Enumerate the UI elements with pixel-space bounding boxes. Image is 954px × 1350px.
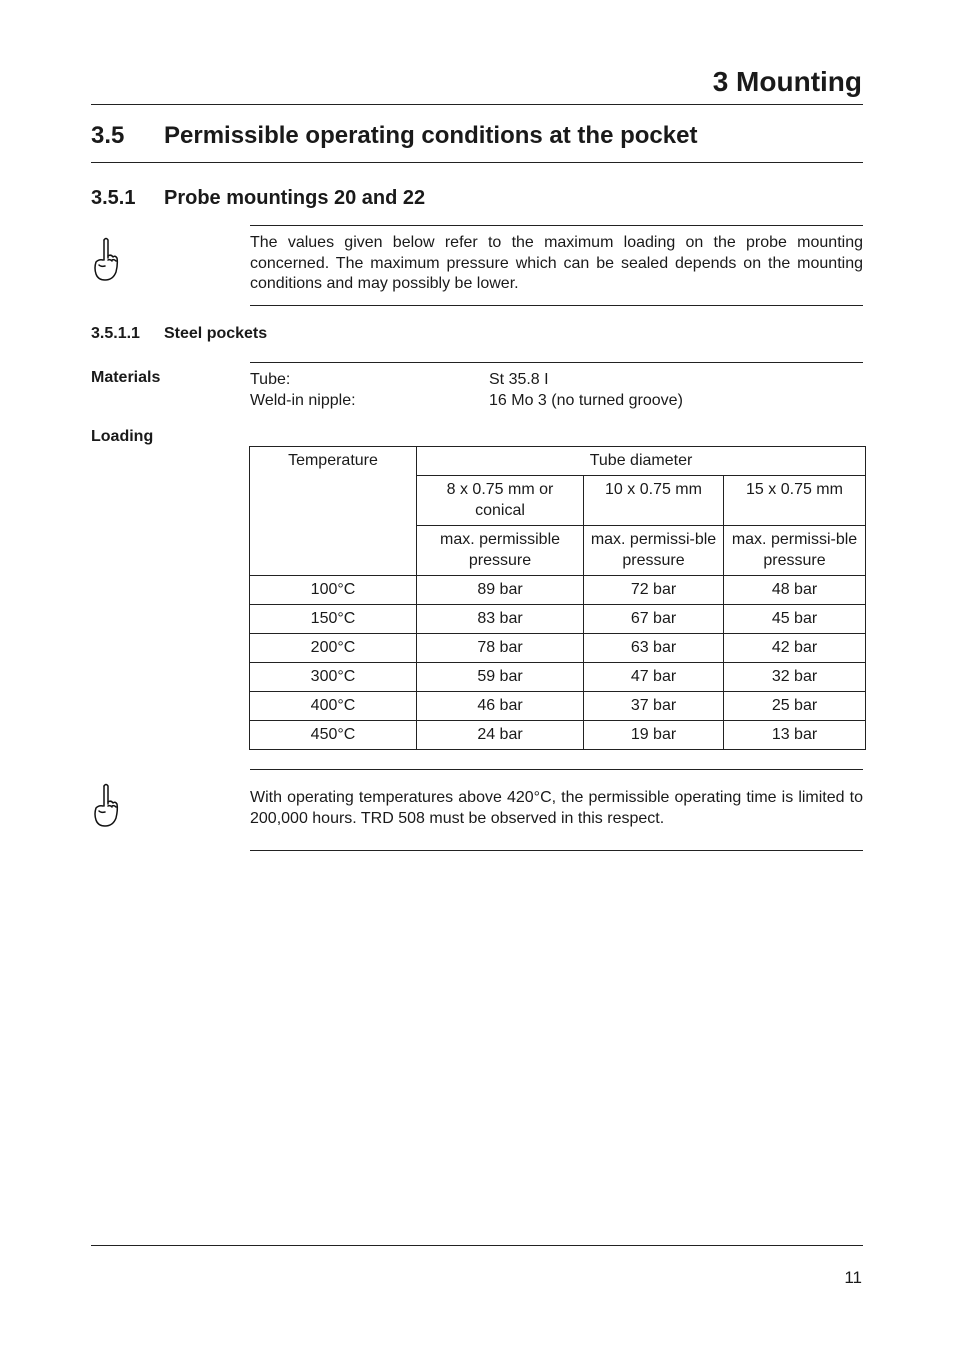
pressure-cell: 63 bar	[584, 634, 724, 663]
material-value: St 35.8 I	[489, 371, 549, 388]
header-rule	[91, 104, 863, 105]
temperature-cell: 400°C	[250, 692, 417, 721]
table-row	[250, 634, 866, 663]
steel-pockets-rule	[250, 362, 863, 363]
pressure-cell: 25 bar	[724, 692, 866, 721]
note1-text: The values given below refer to the maximum loading on the probe mounting concerned. The maximum pressure which can be sealed depends on the mounting conditions and may possibly be lower.	[250, 234, 863, 292]
subsection-number: 3.5.1	[91, 187, 136, 209]
tube-diameter-header: Tube diameter	[417, 447, 866, 476]
material-name: Tube:	[250, 371, 291, 388]
pressure-label: max. permissible pressure	[417, 526, 584, 576]
diameter-header: 15 x 0.75 mm	[724, 476, 866, 526]
note2-text: With operating temperatures above 420°C, the permissible operating time is limited to 200,000 hours. TRD 508 must be observed in this respect.	[250, 789, 863, 827]
section-title: Permissible operating conditions at the pocket	[164, 122, 698, 149]
diameter-header: 10 x 0.75 mm	[584, 476, 724, 526]
material-value: 16 Mo 3 (no turned groove)	[489, 392, 683, 409]
chapter-title: 3 Mounting	[712, 66, 862, 97]
pressure-label: max. permissi-ble pressure	[584, 526, 724, 576]
pressure-cell: 13 bar	[724, 721, 866, 750]
pressure-cell: 32 bar	[724, 663, 866, 692]
pressure-cell: 46 bar	[417, 692, 584, 721]
diameter-header: 8 x 0.75 mm or conical	[417, 476, 584, 526]
loading-label: Loading	[91, 428, 154, 445]
footer-rule	[91, 1245, 863, 1246]
page-number: 11	[844, 1268, 862, 1287]
table-row	[250, 692, 866, 721]
section-number: 3.5	[91, 122, 125, 149]
note1-top-rule	[250, 225, 863, 226]
materials-label: Materials	[91, 369, 161, 386]
pointing-hand-icon	[92, 782, 122, 828]
table-row	[250, 605, 866, 634]
pressure-cell: 19 bar	[584, 721, 724, 750]
table-row	[250, 576, 866, 605]
note1-bottom-rule	[250, 305, 863, 306]
pressure-cell: 89 bar	[417, 576, 584, 605]
pressure-cell: 48 bar	[724, 576, 866, 605]
subsubsection-title: Steel pockets	[164, 325, 268, 342]
pressure-cell: 83 bar	[417, 605, 584, 634]
note2-bottom-rule	[250, 850, 863, 851]
pointing-hand-icon	[92, 236, 122, 282]
pressure-cell: 59 bar	[417, 663, 584, 692]
pressure-cell: 42 bar	[724, 634, 866, 663]
pressure-cell: 47 bar	[584, 663, 724, 692]
temperature-cell: 200°C	[250, 634, 417, 663]
pressure-label: max. permissi-ble pressure	[724, 526, 866, 576]
subsection-title: Probe mountings 20 and 22	[164, 187, 426, 209]
pressure-cell: 72 bar	[584, 576, 724, 605]
section-rule	[91, 162, 863, 163]
pressure-table	[249, 446, 866, 750]
pressure-cell: 37 bar	[584, 692, 724, 721]
pressure-cell: 78 bar	[417, 634, 584, 663]
temperature-cell: 450°C	[250, 721, 417, 750]
table-row	[250, 721, 866, 750]
note2-top-rule	[250, 769, 863, 770]
temperature-cell: 300°C	[250, 663, 417, 692]
table-row	[250, 663, 866, 692]
material-name: Weld-in nipple:	[250, 392, 356, 409]
pressure-cell: 24 bar	[417, 721, 584, 750]
temperature-cell: 150°C	[250, 605, 417, 634]
pressure-cell: 45 bar	[724, 605, 866, 634]
pressure-cell: 67 bar	[584, 605, 724, 634]
temperature-header: Temperature	[250, 447, 417, 576]
temperature-cell: 100°C	[250, 576, 417, 605]
subsubsection-number: 3.5.1.1	[91, 325, 140, 342]
